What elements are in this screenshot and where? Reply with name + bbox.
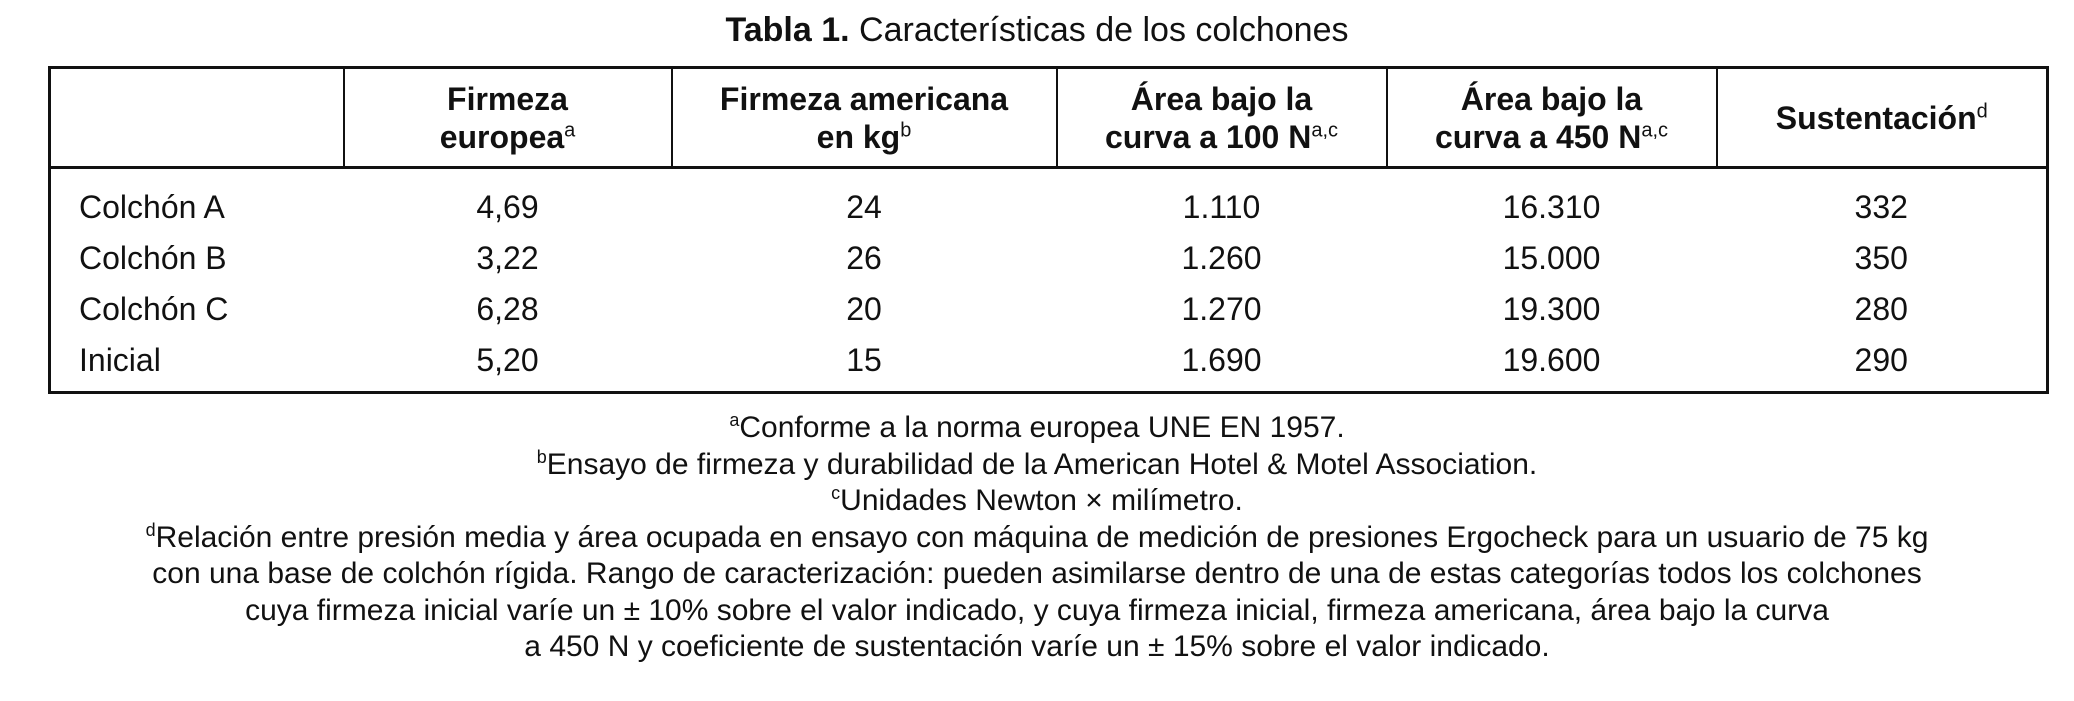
footnote-mark: a bbox=[729, 410, 740, 430]
footnote-d-continued bbox=[60, 556, 2014, 593]
table-caption-text: Características de los colchones bbox=[849, 11, 1349, 49]
footnote-text-line1: Relación entre presión media y área ocupada en ensayo con máquina de medición de presiones Ergocheck para un usuario de 75 kg bbox=[155, 520, 1929, 554]
header-cell-area-100n bbox=[1057, 68, 1387, 168]
table-row bbox=[50, 232, 2048, 283]
row-label: Colchón A bbox=[79, 188, 225, 225]
header-line2: en kg bbox=[816, 118, 901, 155]
header-row bbox=[50, 68, 2048, 168]
row-label: Colchón B bbox=[79, 239, 227, 276]
table-caption-label: Tabla 1. bbox=[725, 11, 850, 49]
header-footnote-mark: b bbox=[900, 118, 912, 141]
cell-area-100n: 1.260 bbox=[1181, 239, 1262, 276]
footnote-text-line4: a 450 N y coeficiente de sustentación varíe un ± 15% sobre el valor indicado. bbox=[524, 630, 1550, 663]
table-row bbox=[50, 168, 2048, 233]
footnote-mark: d bbox=[145, 519, 156, 540]
footnote-a bbox=[60, 410, 2014, 447]
cell-firmeza-americana: 26 bbox=[846, 239, 882, 276]
header-footnote-mark: a,c bbox=[1641, 118, 1669, 141]
header-line1: Firmeza americana bbox=[719, 80, 1009, 117]
cell-area-100n: 1.110 bbox=[1182, 188, 1261, 225]
table-caption bbox=[0, 8, 2074, 52]
cell-sustentacion: 332 bbox=[1854, 188, 1908, 225]
cell-area-450n: 15.000 bbox=[1502, 239, 1601, 276]
row-label: Inicial bbox=[79, 341, 161, 378]
header-cell-firmeza-americana bbox=[672, 68, 1057, 168]
footnote-text: Ensayo de firmeza y durabilidad de la American Hotel & Motel Association. bbox=[546, 447, 1538, 481]
header-cell-firmeza-europea bbox=[344, 68, 672, 168]
footnote-text-line2: con una base de colchón rígida. Rango de caracterización: pueden asimilarse dentro de una de estas categorías todos los colchones bbox=[152, 557, 1922, 590]
footnote-d-continued bbox=[60, 593, 2014, 630]
header-footnote-mark: d bbox=[1976, 99, 1988, 122]
cell-firmeza-europea: 6,28 bbox=[476, 290, 539, 327]
footnote-mark: b bbox=[536, 446, 547, 467]
header-line2: curva a 450 N bbox=[1434, 118, 1642, 155]
header-line2: curva a 100 N bbox=[1104, 118, 1312, 155]
cell-area-100n: 1.690 bbox=[1181, 341, 1262, 378]
footnote-c bbox=[60, 483, 2014, 520]
row-label: Colchón C bbox=[79, 290, 229, 327]
footnote-b bbox=[60, 447, 2014, 484]
table-row bbox=[50, 283, 2048, 334]
cell-area-450n: 19.300 bbox=[1502, 290, 1601, 327]
cell-area-100n: 1.270 bbox=[1181, 290, 1262, 327]
footnote-text: Unidades Newton × milímetro. bbox=[840, 484, 1243, 517]
header-footnote-mark: a bbox=[564, 118, 576, 141]
cell-sustentacion: 280 bbox=[1854, 290, 1908, 327]
cell-firmeza-americana: 15 bbox=[846, 341, 882, 378]
footnote-d-continued bbox=[60, 629, 2014, 666]
cell-firmeza-americana: 20 bbox=[846, 290, 882, 327]
table-footnotes bbox=[60, 410, 2014, 666]
cell-firmeza-europea: 4,69 bbox=[476, 188, 539, 225]
cell-sustentacion: 290 bbox=[1854, 341, 1908, 378]
footnote-mark: c bbox=[831, 483, 841, 503]
cell-area-450n: 19.600 bbox=[1502, 341, 1601, 378]
table-row bbox=[50, 334, 2048, 393]
header-footnote-mark: a,c bbox=[1311, 118, 1339, 141]
cell-firmeza-americana: 24 bbox=[846, 188, 882, 225]
cell-area-450n: 16.310 bbox=[1502, 188, 1601, 225]
cell-firmeza-europea: 3,22 bbox=[476, 239, 539, 276]
header-line2: europea bbox=[439, 118, 565, 155]
header-cell-sustentacion bbox=[1717, 68, 2048, 168]
header-line1: Área bajo la bbox=[1130, 80, 1313, 117]
header-line1: Firmeza bbox=[447, 80, 568, 117]
header-line1: Sustentación bbox=[1775, 99, 1977, 136]
cell-sustentacion: 350 bbox=[1854, 239, 1908, 276]
cell-firmeza-europea: 5,20 bbox=[476, 341, 539, 378]
footnote-d bbox=[60, 520, 2014, 557]
header-line1: Área bajo la bbox=[1460, 80, 1643, 117]
footnote-text-line3: cuya firmeza inicial varíe un ± 10% sobre el valor indicado, y cuya firmeza inicial, firmeza americana, área bajo la curva bbox=[245, 593, 1829, 627]
mattress-characteristics-table bbox=[48, 66, 2049, 394]
footnote-text: Conforme a la norma europea UNE EN 1957. bbox=[739, 411, 1345, 444]
header-cell-area-450n bbox=[1387, 68, 1717, 168]
header-cell-empty bbox=[50, 68, 344, 168]
